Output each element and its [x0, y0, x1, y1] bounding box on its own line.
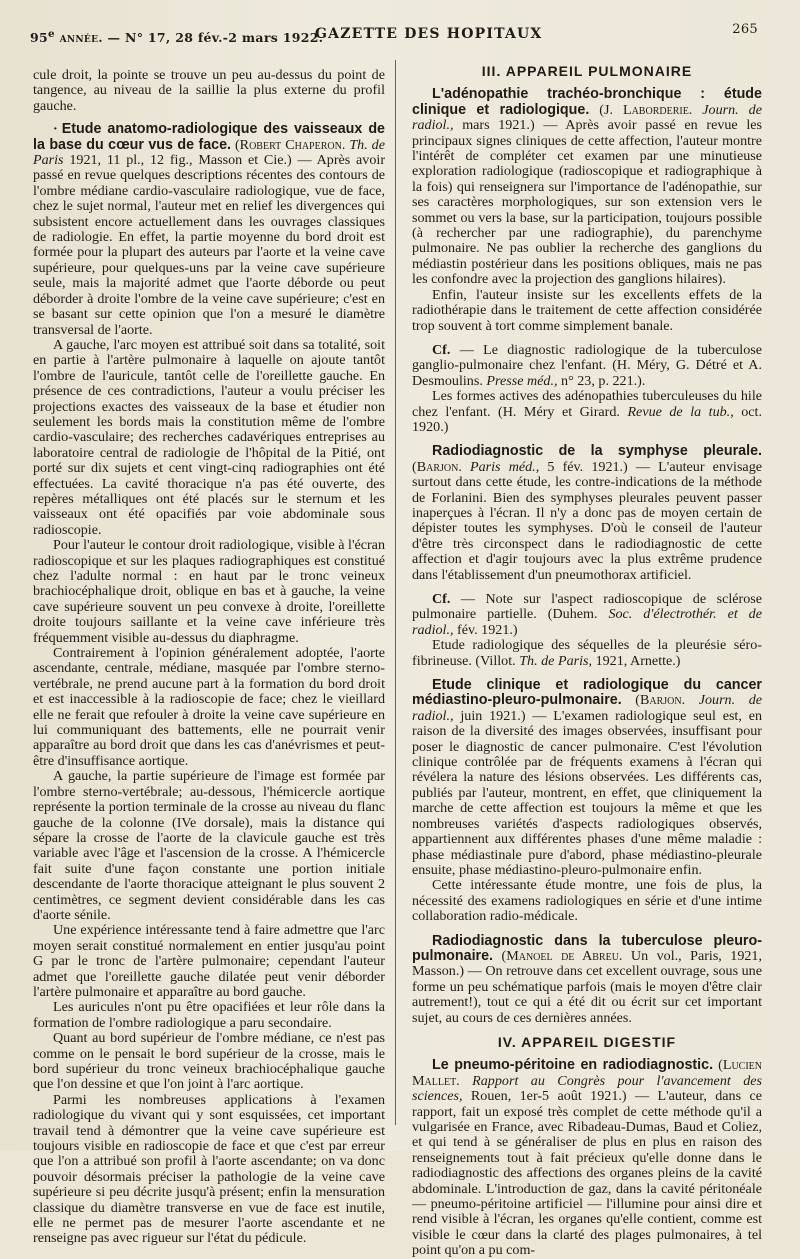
paragraph: Une expérience intéressante tend à faire admettre que l'arc moyen serait constitué normalement en entier jusqu'au point G par le tronc de l'artère pulmonaire; cependant l'auteur admet que l'oreillette gauche dilatée peut venir déborder l'artère pulmonaire et apparaître au bord gauche. [33, 922, 385, 1000]
paragraph: A gauche, l'arc moyen est attribué soit dans sa totalité, soit en partie à l'artère pulmonaire à laquelle on ajoute tantôt l'ombre de l'auricule, tantôt celle de l'oreillette gauche. En présence de ces contradictions, l'auteur a voulu préciser les projections exactes des vaisseaux de la base et étudier non seulement les bords mais la constitution même de l'ombre cardio-vasculaire; des recherches cadavériques entreprises au laboratoire central de radiologie de l'hôpital de la Pitié, ont porté sur dix sujets et cent vingt-cinq radiographies ont été effectuées. La cavité thoracique n'a pas été ouverte, des repères métalliques ont été placés sur le sternum et les vaisseaux ont été opacifiés par voie abdominale sous radioscopie. [33, 336, 385, 538]
cf-source: Soc. d'électrothér. et de radiol., [412, 606, 762, 638]
article-ref: Un vol., Paris, 1921, Masson.) [412, 947, 763, 980]
article-source: Paris méd., [470, 458, 540, 475]
paragraph: Quant au bord supérieur de l'ombre médiane, ce n'est pas comme on le pensait le bord supérieur de la crosse, mais le bord supérieur du tronc veineux brachiocéphalique gauche que l'on dessine et que l'on joint à l'arc aortique. [33, 1030, 385, 1093]
section-heading: III. APPAREIL PULMONAIRE [481, 63, 693, 79]
paragraph: Les auricules n'ont pu être opacifiées et leur rôle dans la formation de l'ombre radiologique a paru secondaire. [33, 999, 385, 1031]
article-ref: 1921, 11 pl., 12 fig., Masson et Cie.) [69, 152, 292, 169]
cf-ref: oct. 1920.) [412, 403, 762, 435]
article-author: (Manoel de Abreu. [501, 947, 623, 964]
article-title: Etude anatomo-radiologique des vaisseaux de la base du cœur vus de face. [33, 121, 385, 153]
cf-ref: n° 23, p. 221.). [561, 372, 646, 389]
paragraph: cule droit, la pointe se trouve un peu au-dessus du point de tangence, au niveau de la saillie la plus externe du profil gauche. [33, 67, 385, 114]
cf-note [412, 389, 762, 435]
section-heading: IV. APPAREIL DIGESTIF [497, 1033, 677, 1050]
cf-note [412, 343, 762, 389]
article-barjon-cancer [412, 678, 762, 878]
article-title: Radiodiagnostic de la symphyse pleurale. [432, 443, 762, 460]
article-body: — L'auteur envisage surtout dans cette étude, les contre-indications de la méthode de Forlanini. Bien des symphyses pleurales peuvent passer inaperçues à l'écran. Il n'y a donc pas de moyen certain de dépister toutes les symphyses. D'où le conseil de l'auteur d'être très circonspect dans le radiodiagnostic de cette affection et d'agir toujours avec la plus extrême prudence dans l'établissement d'un pneumothorax artificiel. [412, 458, 762, 583]
article-author: (Lucien Mallet. [412, 1057, 762, 1089]
cf-text: Etude radiologique des séquelles de la pleurésie séro-fibrineuse. (Villot. [412, 637, 762, 669]
article-ref: juin 1921.) [460, 707, 526, 724]
article-de-abreu [412, 934, 762, 1026]
article-body: — Après avoir passé en revue quelques descriptions récentes des contours de l'ombre médiane cardio-vasculaire radiologique, vue de face, chez le sujet normal, l'auteur met en relief les divergences qui subsistent encore actuellement dans les ouvrages classiques de radiologie. En effet, la partie moyenne du bord droit est formée pour la plupart des auteurs par l'aorte et la veine cave supérieure, pour quelques-uns par la veine cave supérieure seule, mais la majorité admet que l'aorte déborde ou peut déborder à droite l'ombre de la veine cave supérieure; c'est en se basant sur cette opinion que l'on a mesuré le diamètre transversal de l'aorte. [33, 152, 386, 338]
article-barjon-symphyse [412, 444, 762, 583]
article-title: Radiodiagnostic dans la tuberculose pleuro-pulmonaire. [412, 932, 762, 964]
paragraph: Contrairement à l'opinion généralement adoptée, l'aorte ascendante, centrale, médiane, masquée par l'ombre sterno-vertébrale, ne prend aucune part à la formation du bord droit et est inaccessible à la radioscopie de face; chez le vieillard elle ne ferait que refouler à droite la veine cave supérieure en lui communiquant des battements, elle ne pourrait venir apparaître au bord droit que dans les cas d'anévrismes et peut-être d'insuffisance aortique. [33, 645, 385, 769]
column-divider [395, 60, 396, 1125]
article-ref: mars 1921.) [462, 117, 535, 134]
cf-source: Revue de la tub., [627, 403, 734, 420]
article-author: (Robert Chaperon. [234, 136, 346, 153]
cf-note [412, 592, 762, 638]
article-author: (Barjon. [412, 458, 462, 475]
article-body: — Après avoir passé en revue les principaux signes cliniques de cette affection, l'auteur montre l'intérêt de compléter cet examen par une minutieuse exploration radiologique (radioscopique et radiographique à la fois) qui renseignera sur l'importance de l'adénopathie, sur ses caractères morphologiques, sur son extension vers le sommet ou vers la base, sur la participation, toujours possible (à rechercher par une radiographie), du parenchyme pulmonaire. Ne pas oublier la recherche des ganglions du médiastin postérieur dans les positions obliques, mais ne pas les confondre avec la projection des ganglions hilaires). [412, 117, 763, 288]
article-source: Journ. de radiol., [412, 101, 762, 134]
article-title: L'adénopathie trachéo-bronchique : étude clinique et radiologique. [412, 86, 762, 118]
article-mallet [412, 1058, 762, 1258]
cf-label: Cf. [432, 591, 451, 607]
paragraph: Pour l'auteur le contour droit radiologique, visible à l'écran radioscopique et sur les plaques radiographiques est constitué chez l'adulte normal : en haut par le tronc veineux brachiocéphalique droit, oblique en bas et à gauche, la veine cave supérieure souvent un peu convexe à droite, l'oreillette droite toujours saillante et la veine cave inférieure très fréquemment visible au-dessus du diaphragme. [33, 537, 385, 646]
article-ref: 5 fév. 1921.) [547, 458, 628, 475]
bullet: · [53, 121, 58, 138]
cf-label: Cf. [432, 341, 451, 358]
article-title: Le pneumo-péritoine en radiodiagnostic. [432, 1057, 714, 1074]
running-header [30, 20, 758, 48]
article-source: Journ. de radiol., [412, 692, 762, 724]
issue-info: 95e année. — N° 17, 28 fév.-2 mars 1922. [30, 28, 324, 46]
article-source: Th. de Paris [33, 136, 385, 169]
journal-title: GAZETTE DES HOPITAUX [315, 26, 543, 42]
left-column [33, 68, 385, 1247]
article-body: — L'examen radiologique seul est, en raison de la diversité des images observées, insuffisant pour poser le diagnostic de cancer pulmonaire. C'est l'évolution clinique contrôlée par de fréquents examens à l'écran qui révélera la nature des lésions observées. Les différents cas, publiés par l'auteur, montrent, en effet, que cliniquement la marche de cette affection est toujours la même et que les nombreuses variétés d'aspects radiologiques observés, appartiennent aux différentes phases d'une même maladie : phase médiastinale pure d'abord, phase médiastino-pleurale ensuite, phase médiastino-pleuro-pulmonaire enfin. [412, 707, 763, 878]
cf-note [412, 638, 762, 669]
paragraph: A gauche, la partie supérieure de l'image est formée par l'ombre sterno-vertébrale; au-dessous, l'hémicercle aortique représente la portion terminale de la crosse au niveau du flanc gauche de la colonne (IVe dorsale), mais la distance qui sépare la crosse de l'aorte de la clavicule gauche est très variable avec l'âge et l'ascension de la crosse. A l'hémicercle fait suite d'une façon constante une portion initiale descendante de l'aorte thoracique atteignant le plus souvent 2 centimètres, ce segment devient considérable dans les cas d'aorte sénile. [33, 768, 385, 923]
cf-text: — Le diagnostic radiologique de la tuberculose ganglio-pulmonaire chez l'enfant. (H. Méry, G. Détré et A. Desmoulins. [412, 341, 762, 389]
article-body: — L'auteur, dans ce rapport, fait un exposé très complet de cette méthode qu'il a vulgarisée en France, avec Ribadeau-Dumas, Baud et Coliez, et qui tend à se généraliser de plus en plus en raison des renseignements tout à fait précieux qu'elle donne dans le radiodiagnostic des affections des organes pleins de la cavité abdominale. L'introduction de gaz, dans la cavité péritonéale — pneumo-péritoine artificiel — l'illumine pour ainsi dire et rend visible à l'écran, les organes qu'elle contient, comme est visible le cœur dans la clarté des plages pulmonaires, à tel point qu'on a pu com- [412, 1088, 763, 1259]
cf-source: Presse méd., [486, 372, 558, 389]
paragraph: Enfin, l'auteur insiste sur les excellents effets de la radiothérapie dans le traitement de cette affection considérée trop souvent à tort comme simplement banale. [412, 286, 762, 334]
cf-text: — Note sur l'aspect radioscopique de sclérose pulmonaire partielle. (Duhem. [412, 591, 762, 623]
article-laborderie [412, 87, 762, 287]
cf-text: Les formes actives des adénopathies tuberculeuses du hile chez l'enfant. (H. Méry et Girard. [412, 388, 762, 420]
cf-ref: 1921, Arnette.) [595, 652, 681, 669]
article-author: (Barjon. [635, 692, 686, 709]
article-ref: Rouen, 1er-5 août 1921.) [470, 1088, 627, 1105]
cf-source: Th. de Paris, [519, 652, 593, 669]
paragraph: Parmi les nombreuses applications à l'examen radiologique du vivant qui y sont esquissées, cet important travail tend à démontrer que la veine cave supérieure est toujours visible en radioscopie de face et que c'est par erreur que l'on a attribué son profil à l'aorte ascendante; on va donc pouvoir désormais préciser la pathologie de la veine cave supérieure si peu décrite jusqu'à présent; enfin la mensuration classique du diamètre transverse en vue de face est inutile, elle ne permet pas de mesurer l'aorte ascendante et ne renseigne pas avec rigueur sur l'état du pédicule. [33, 1091, 385, 1247]
article-body: — On retrouve dans cet excellent ouvrage, sous une forme un peu schématique parfois (mais le moyen d'être clair autrement!), tout ce qui a été dit ou écrit sur cet important sujet, au cours de ces dernières années. [412, 963, 762, 1026]
cf-ref: fév. 1921.) [457, 621, 518, 638]
right-column [412, 62, 762, 1259]
article-author: (J. Laborderie. [599, 101, 693, 118]
article-title: Etude clinique et radiologique du cancer médiastino-pleuro-pulmonaire. [412, 677, 762, 709]
paragraph: Cette intéressante étude montre, une fois de plus, la nécessité des examens radiologiques en série et d'une intime collaboration radio-médicale. [412, 877, 762, 925]
article-source: Rapport au Congrès pour l'avancement des sciences, [412, 1072, 762, 1105]
article-chaperon [33, 122, 385, 338]
page-number: 265 [732, 22, 758, 37]
